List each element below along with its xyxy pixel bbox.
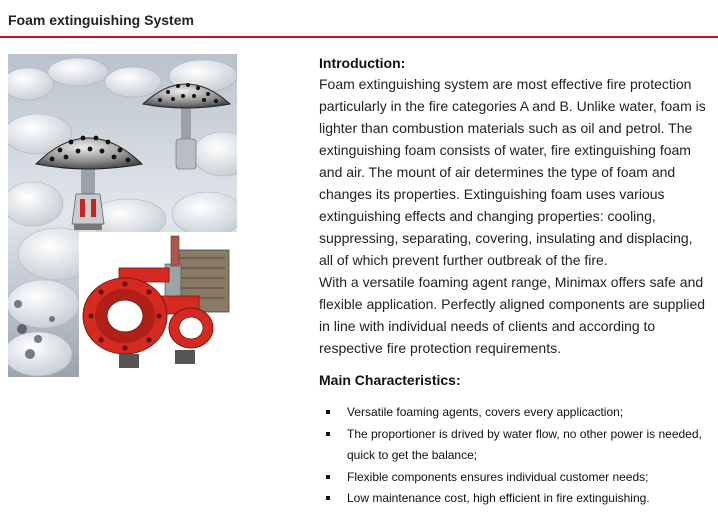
- list-item: [319, 402, 709, 424]
- intro-paragraph: With a versatile foaming agent range, Minimax offers safe and flexible application. Perfectly aligned components are supplied in line with individual needs of clients and according to respective fire protection requirements.: [319, 274, 706, 356]
- intro-paragraph: Foam extinguishing system are most effective fire protection particularly in the fire categories A and B. Unlike water, foam is lighter than combustion materials such as oil and petrol. The extinguishing foam consists of water, fire extinguishing foam and air. The mount of air determines the type of foam and changes its properties. Extinguishing foam uses various extinguishing effects and changing properties: cooling, suppressing, separating, covering, insulating and displacing, all of which prevent further outbreak of the fire.: [319, 76, 706, 268]
- introduction-text: [319, 73, 709, 359]
- list-item: [319, 424, 709, 467]
- list-item: [319, 467, 709, 489]
- list-item-text: The proportioner is drived by water flow, no other power is needed, quick to get the balance;: [347, 426, 702, 462]
- introduction-heading: Introduction:: [319, 55, 406, 71]
- list-item-text: Low maintenance cost, high efficient in fire extinguishing.: [347, 491, 650, 505]
- bullet-icon: [326, 475, 330, 479]
- foam-proportioner-photo: [79, 232, 237, 377]
- main-content: [319, 54, 709, 510]
- characteristics-list: [319, 402, 709, 510]
- list-item: [319, 488, 709, 510]
- bullet-icon: [326, 410, 330, 414]
- page-header: [0, 0, 718, 38]
- list-item-text: Versatile foaming agents, covers every applicaction;: [347, 405, 624, 419]
- page-title: Foam extinguishing System: [8, 12, 194, 28]
- bullet-icon: [326, 432, 330, 436]
- list-item-text: Flexible components ensures individual customer needs;: [347, 469, 649, 484]
- product-images: [8, 54, 237, 377]
- main-characteristics-heading: Main Characteristics:: [319, 372, 461, 388]
- bullet-icon: [326, 496, 330, 500]
